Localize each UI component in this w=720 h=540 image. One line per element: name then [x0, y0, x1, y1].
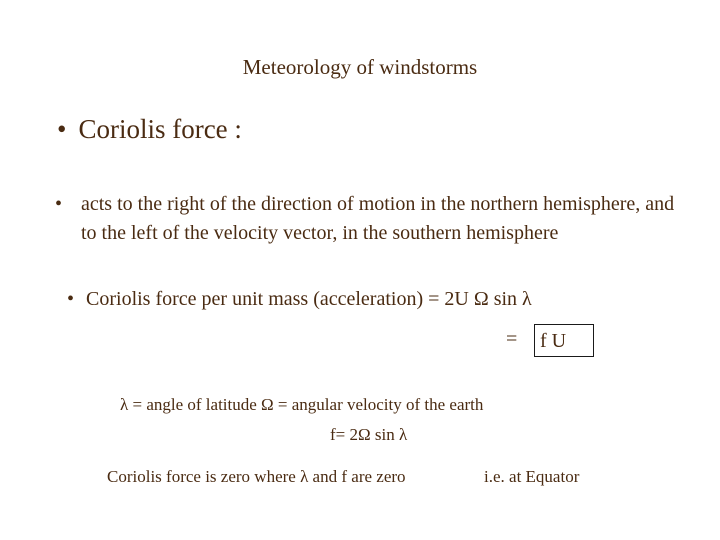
heading-bullet [57, 114, 242, 145]
heading-text: Coriolis force : [78, 114, 242, 144]
bullet-glyph: • [55, 193, 63, 215]
bullet-glyph: • [57, 114, 67, 144]
symbol-definitions: λ = angle of latitude Ω = angular velocity of the earth [120, 395, 484, 414]
equals-sign: = [506, 328, 518, 350]
zero-condition-note: Coriolis force is zero where λ and f are zero [107, 467, 406, 486]
f-definition: f= 2Ω sin λ [330, 425, 408, 444]
slide-title: Meteorology of windstorms [242, 55, 478, 79]
description-bullet [55, 190, 675, 248]
bullet-glyph: • [67, 288, 75, 310]
boxed-fu-term: f U [534, 324, 594, 357]
equator-note: i.e. at Equator [484, 467, 580, 486]
formula-text: Coriolis force per unit mass (acceleration) = 2U Ω sin λ [86, 288, 532, 310]
description-text: acts to the right of the direction of motion in the northern hemisphere, and to the left of the velocity vector, in the southern hemisphere [81, 193, 675, 244]
formula-bullet [67, 288, 532, 311]
